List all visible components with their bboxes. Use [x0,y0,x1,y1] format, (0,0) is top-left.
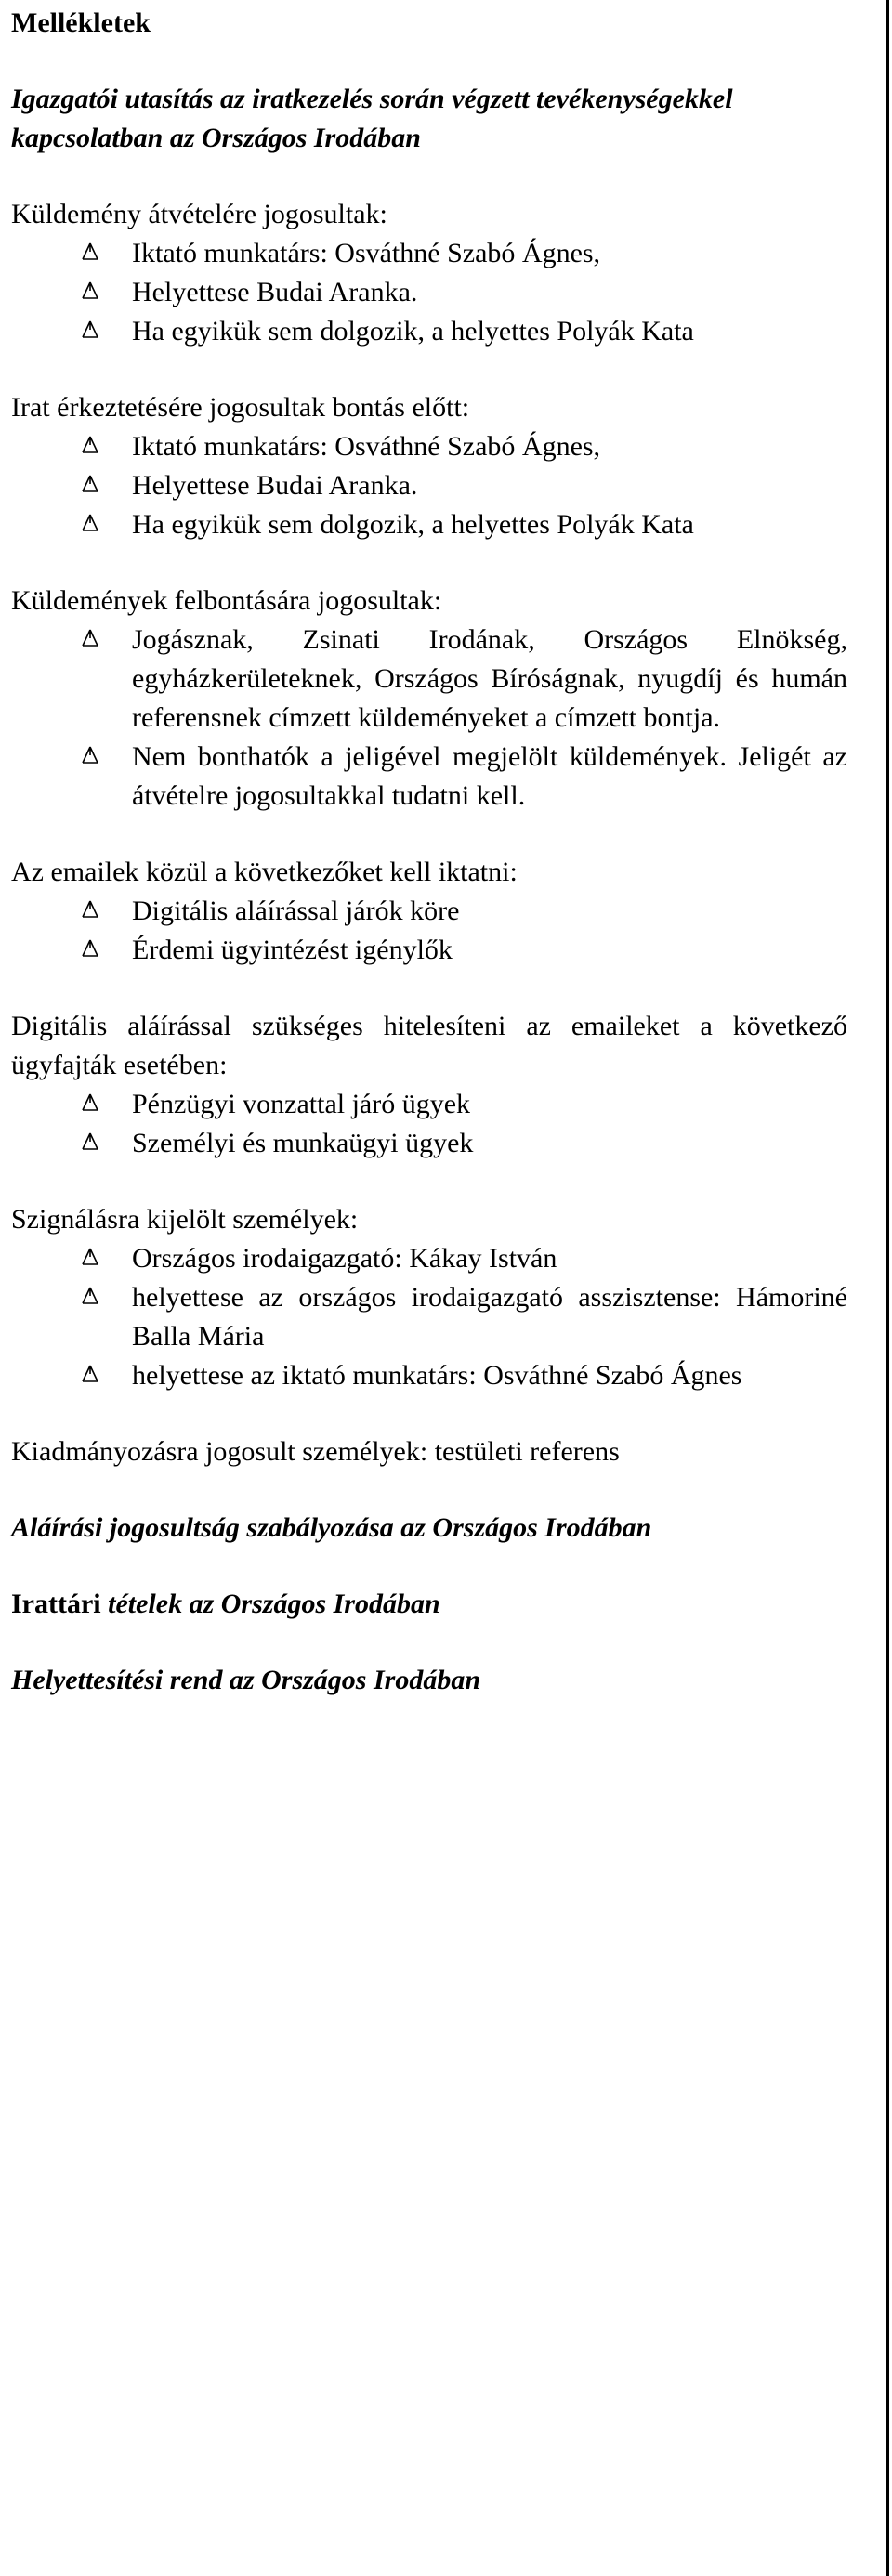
list-item: Ha egyikük sem dolgozik, a helyettes Polyák Kata [11,505,847,544]
list-item: Pénzügyi vonzattal járó ügyek [11,1085,847,1124]
group-emailek-iktatasa [11,853,847,970]
bullet-list [11,234,847,351]
group-label: Digitális aláírással szükséges hitelesíteni az emaileket a következő ügyfajták esetében: [11,1011,847,1080]
bullet-list [11,427,847,544]
section-heading-helyettesitesi-rend: Helyettesítési rend az Országos Irodában [11,1665,481,1695]
section-heading-alairasi-jogosultsag: Aláírási jogosultság szabályozása az Országos Irodában [11,1512,652,1543]
bullet-icon [76,234,104,273]
bullet-icon [76,505,104,544]
group-label: Küldemények felbontására jogosultak: [11,585,442,616]
list-item: Jogásznak, Zsinati Irodának, Országos Elnökség, egyházkerületeknek, Országos Bíróságnak, nyugdíj és humán referensnek címzett küldeményeket a címzett bontja. [11,621,847,738]
bullet-icon [76,738,104,777]
list-item: Nem bonthatók a jeligével megjelölt küldemények. Jeligét az átvételre jogosultakkal tudatni kell. [11,738,847,816]
bullet-icon [76,1356,104,1395]
list-item: Iktató munkatárs: Osváthné Szabó Ágnes, [11,427,847,466]
bullet-icon [76,273,104,312]
bullet-icon [76,312,104,351]
group-label: Az emailek közül a következőket kell iktatni: [11,856,518,887]
group-kuldemeny-atvetel [11,195,847,351]
heading-italic-part: tételek az Országos Irodában [108,1589,440,1619]
list-item: helyettese az iktató munkatárs: Osváthné Szabó Ágnes [11,1356,847,1395]
bullet-icon [76,621,104,660]
group-felbontas [11,582,847,816]
group-label: Szignálásra kijelölt személyek: [11,1204,359,1235]
section-heading-irattari-tetelek [11,1585,847,1624]
bullet-icon [76,1124,104,1163]
list-item: Érdemi ügyintézést igénylők [11,931,847,970]
group-szignalas [11,1200,847,1395]
document-title: Mellékletek [11,7,151,38]
list-item: Helyettese Budai Aranka. [11,466,847,505]
heading-bold-part: Irattári [11,1589,101,1619]
group-label: Küldemény átvételére jogosultak: [11,199,387,229]
bullet-icon [76,1239,104,1278]
group-label: Irat érkeztetésére jogosultak bontás előtt: [11,392,470,423]
list-item: Iktató munkatárs: Osváthné Szabó Ágnes, [11,234,847,273]
list-item: Digitális aláírással járók köre [11,892,847,931]
section-heading-iratkezeles: Igazgatói utasítás az iratkezelés során végzett tevékenységekkel kapcsolatban az Országos Irodában [11,84,733,153]
list-item: Személyi és munkaügyi ügyek [11,1124,847,1163]
list-item: Helyettese Budai Aranka. [11,273,847,312]
bullet-icon [76,892,104,931]
bullet-icon [76,1278,104,1317]
bullet-icon [76,427,104,466]
document-content [11,4,847,1737]
list-item: Országos irodaigazgató: Kákay István [11,1239,847,1278]
bullet-icon [76,1085,104,1124]
page-right-border [886,0,889,2576]
bullet-list [11,1085,847,1163]
bullet-icon [76,931,104,970]
bullet-list [11,1239,847,1395]
list-item: helyettese az országos irodaigazgató asszisztense: Hámoriné Balla Mária [11,1278,847,1356]
group-digitalis-alairas [11,1007,847,1163]
bullet-icon [76,466,104,505]
kiadmanyozas-line: Kiadmányozásra jogosult személyek: testületi referens [11,1436,620,1467]
group-irat-erkeztetes [11,388,847,544]
list-item: Ha egyikük sem dolgozik, a helyettes Polyák Kata [11,312,847,351]
bullet-list [11,892,847,970]
bullet-list [11,621,847,816]
